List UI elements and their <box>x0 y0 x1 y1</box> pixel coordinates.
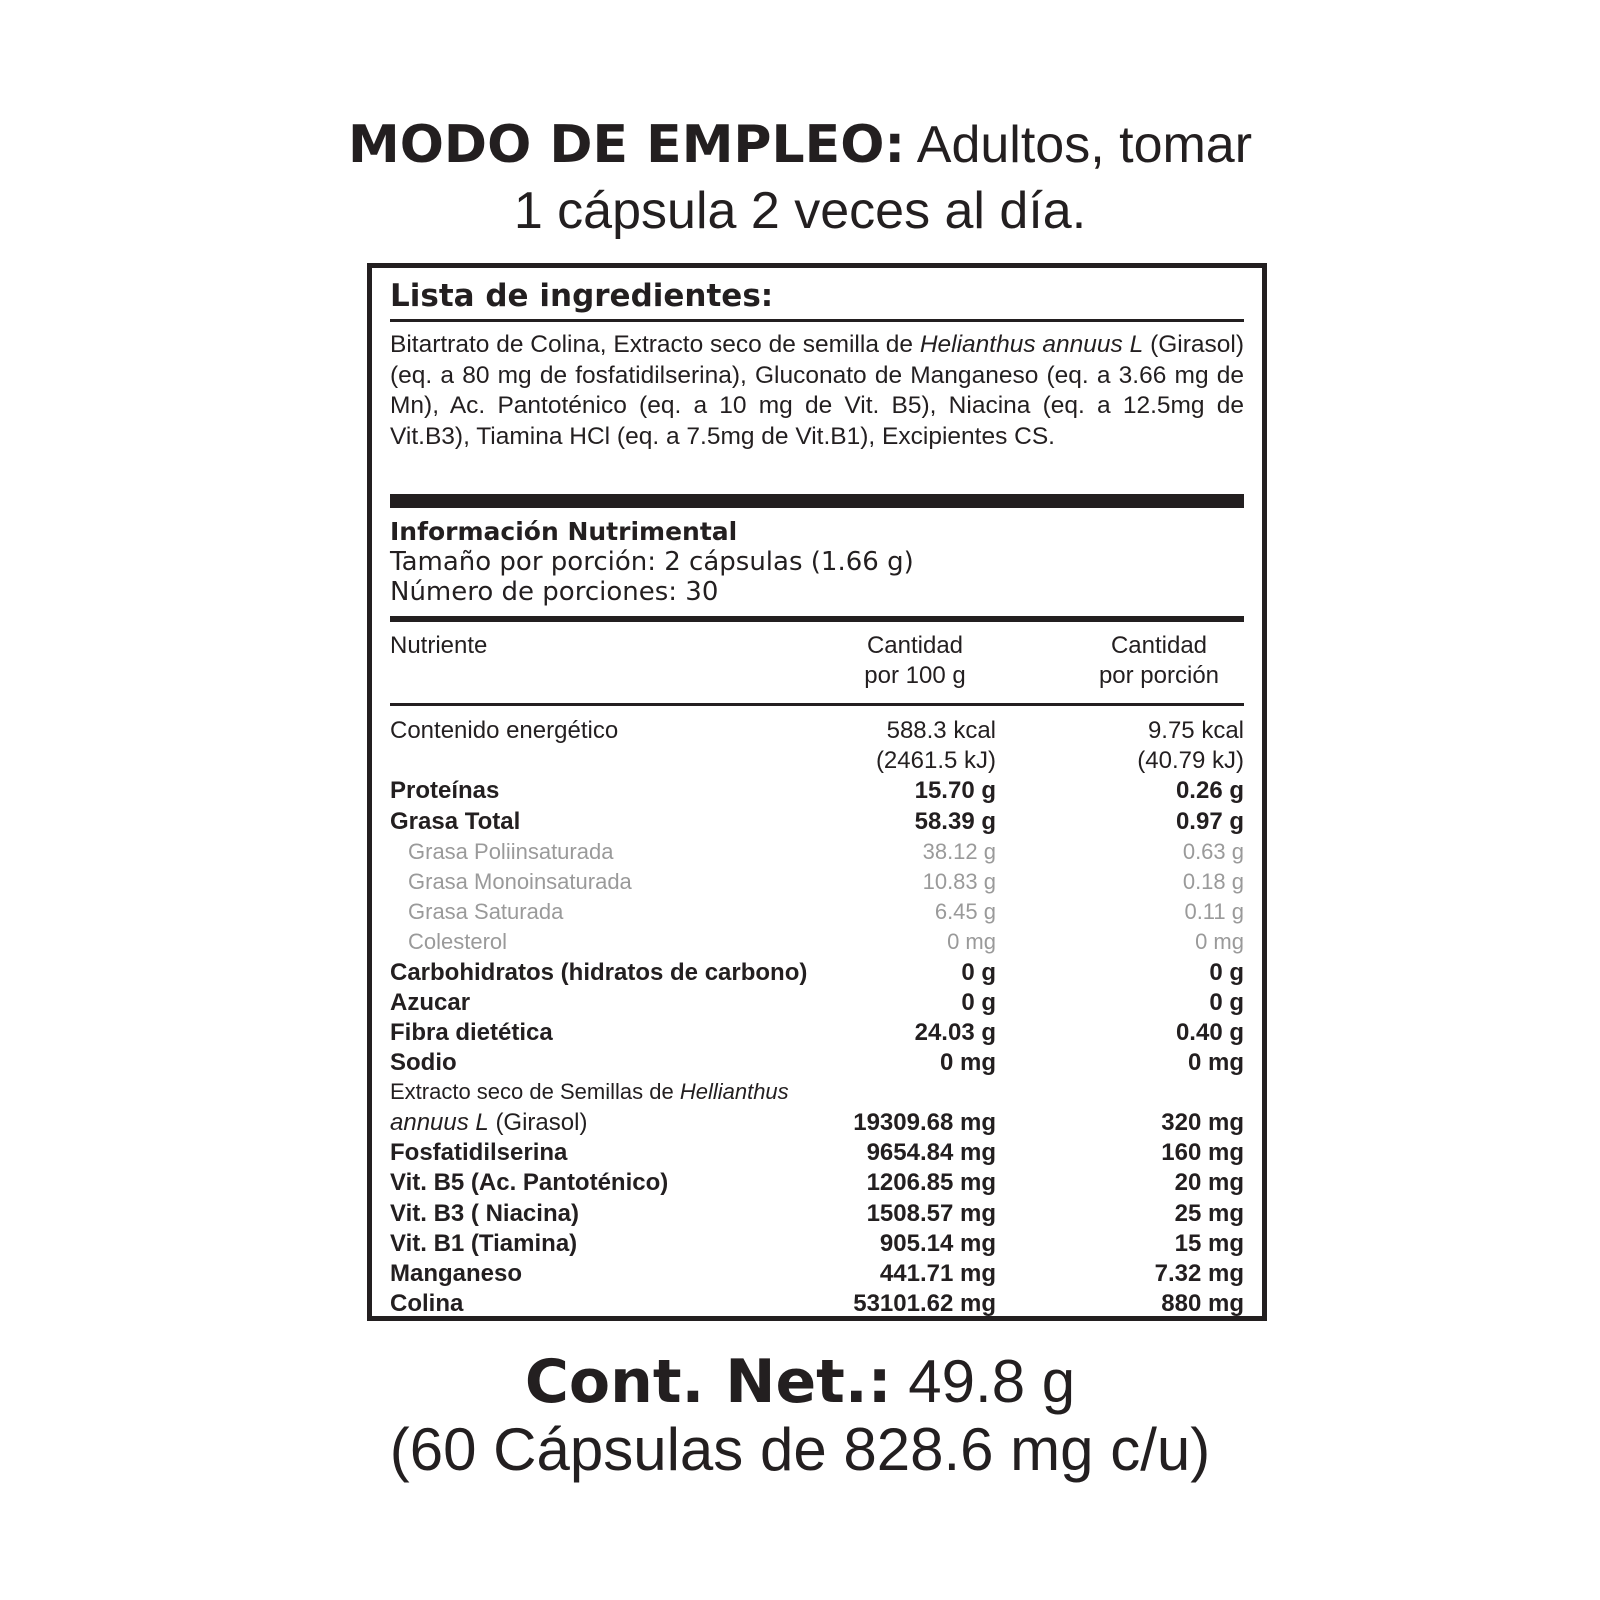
table-row <box>390 837 1244 867</box>
nutrient-perserving: 0.97 g <box>1175 807 1244 835</box>
table-row <box>390 927 1244 957</box>
ingredients-part-2: (Girasol) (eq. a 80 mg de fosfatidilserina), Gluconato de Manganeso (eq. a 3.66 mg de Mn), Ac. Pantoténico (eq. a 10 mg de Vit. B5), Niacina (eq. a 12.5mg de Vit.B3), Tiamina HCl (eq. a 7.5mg de Vit.B1), Excipientes CS. <box>390 331 1245 450</box>
nutrient-name: Vit. B5 (Ac. Pantoténico) <box>390 1169 669 1197</box>
nutrient-perserving: 7.32 mg <box>1154 1260 1244 1287</box>
table-row <box>390 776 1244 806</box>
serving-size: Tamaño por porción: 2 cápsulas (1.66 g) <box>390 547 914 577</box>
nutrient-per100: 905.14 mg <box>879 1229 996 1257</box>
nutrient-per100: 9654.84 mg <box>866 1139 996 1167</box>
net-content-value: 49.8 g <box>908 1348 1076 1415</box>
nutrient-perserving: 0 g <box>1209 958 1244 986</box>
nutrient-name: Grasa Total <box>390 807 521 835</box>
nutrient-perserving: (40.79 kJ) <box>1137 747 1244 775</box>
nutrient-per100: 58.39 g <box>914 807 996 835</box>
table-row <box>390 1048 1244 1078</box>
usage-instructions <box>0 112 1600 244</box>
nutrient-per100: 38.12 g <box>922 838 996 864</box>
header-perserving <box>1074 631 1244 691</box>
table-row <box>390 867 1244 897</box>
nutrient-per100: 0 mg <box>947 929 996 955</box>
nutrient-perserving: 0 mg <box>1195 929 1244 955</box>
table-row <box>390 1108 1244 1138</box>
table-row <box>390 1199 1244 1229</box>
nutrient-per100: 1508.57 mg <box>866 1199 996 1227</box>
nutrient-perserving: 15 mg <box>1174 1229 1244 1257</box>
nutrient-name: Colina <box>390 1290 464 1318</box>
table-row <box>390 958 1244 988</box>
nutrient-per100: (2461.5 kJ) <box>875 747 996 775</box>
nutrient-name-italic: Hellianthus <box>679 1079 789 1105</box>
nutrient-perserving: 0 g <box>1209 988 1244 1016</box>
nutrient-perserving: 320 mg <box>1161 1109 1244 1137</box>
nutrient-per100: 53101.62 mg <box>853 1290 996 1318</box>
ingredients-title: Lista de ingredientes: <box>390 278 774 314</box>
header-divider <box>390 703 1244 706</box>
label-panel <box>367 263 1267 1321</box>
nutrient-name: Vit. B3 ( Niacina) <box>390 1199 579 1227</box>
header-perserving-line1: Cantidad <box>1110 632 1208 659</box>
nutrient-per100: 19309.68 mg <box>853 1109 996 1137</box>
header-perserving-line2: por porción <box>1098 662 1220 689</box>
table-row <box>390 716 1244 746</box>
nutrient-perserving: 880 mg <box>1161 1290 1244 1318</box>
nutrient-perserving: 0 mg <box>1187 1049 1244 1077</box>
nutrient-name: Fosfatidilserina <box>390 1139 568 1167</box>
header-per100 <box>840 631 990 691</box>
nutrition-info-header <box>390 517 1244 607</box>
nutrient-per100: 10.83 g <box>922 868 996 894</box>
nutrient-name: Carbohidratos (hidratos de carbono) <box>390 958 808 986</box>
nutrient-name <box>390 1108 587 1138</box>
nutrient-perserving: 0.26 g <box>1175 777 1244 805</box>
net-content <box>0 1348 1600 1484</box>
nutrient-per100: 24.03 g <box>914 1018 996 1046</box>
nutrient-name: Fibra dietética <box>390 1018 553 1046</box>
net-content-line-1 <box>0 1348 1600 1416</box>
table-row <box>390 1259 1244 1289</box>
header-nutrient: Nutriente <box>390 632 488 659</box>
table-row <box>390 1229 1244 1259</box>
table-row <box>390 1018 1244 1048</box>
table-header <box>390 631 1244 701</box>
nutrient-name: Colesterol <box>408 929 508 955</box>
nutrient-name: Vit. B1 (Tiamina) <box>390 1229 578 1257</box>
ingredients-title-rule <box>390 319 1244 322</box>
usage-text-1: Adultos, tomar <box>916 116 1253 174</box>
nutrient-name-text: (Girasol) <box>495 1109 588 1137</box>
ingredients-list <box>390 330 1244 452</box>
nutrient-perserving: 160 mg <box>1161 1139 1244 1167</box>
nutrition-table <box>390 716 1244 1319</box>
nutrient-name-text: Extracto seco de Semillas de <box>390 1079 674 1105</box>
usage-text-2: 1 cápsula 2 veces al día. <box>513 182 1087 240</box>
nutrient-name <box>390 1078 789 1106</box>
table-row <box>390 1078 1244 1106</box>
nutrient-per100: 6.45 g <box>934 899 996 925</box>
nutrient-name: Grasa Monoinsaturada <box>408 868 632 894</box>
table-row <box>390 746 1244 776</box>
header-per100-line2: por 100 g <box>864 662 966 689</box>
nutrient-name: Proteínas <box>390 777 500 805</box>
net-content-label: Cont. Net.: <box>524 1347 892 1417</box>
medium-divider <box>390 616 1244 622</box>
nutrient-perserving: 9.75 kcal <box>1147 717 1244 744</box>
nutrient-per100: 1206.85 mg <box>866 1169 996 1197</box>
ingredients-italic-1: Helianthus annuus L <box>919 331 1144 358</box>
nutrient-per100: 0 mg <box>939 1049 996 1077</box>
nutrition-title: Información Nutrimental <box>390 517 738 546</box>
nutrient-name: Azucar <box>390 988 471 1016</box>
ingredients-part-1: Bitartrato de Colina, Extracto seco de semilla de <box>390 331 914 358</box>
nutrient-name: Manganeso <box>390 1260 523 1287</box>
header-per100-line1: Cantidad <box>866 632 964 659</box>
nutrient-name-italic: annuus L <box>390 1109 489 1137</box>
nutrient-perserving: 0.63 g <box>1182 838 1244 864</box>
nutrient-per100: 441.71 mg <box>879 1260 996 1287</box>
nutrient-name: Grasa Poliinsaturada <box>408 838 614 864</box>
thick-divider <box>390 494 1244 508</box>
nutrient-name: Contenido energético <box>390 717 619 744</box>
nutrient-per100: 0 g <box>961 988 996 1016</box>
nutrient-name: Sodio <box>390 1049 457 1077</box>
nutrient-per100: 588.3 kcal <box>886 717 996 744</box>
nutrient-perserving: 20 mg <box>1174 1169 1244 1197</box>
table-row <box>390 988 1244 1018</box>
table-row <box>390 1138 1244 1168</box>
table-row <box>390 807 1244 837</box>
usage-label: MODO DE EMPLEO: <box>347 115 906 175</box>
table-row <box>390 1168 1244 1198</box>
nutrient-perserving: 0.11 g <box>1184 899 1244 925</box>
table-row <box>390 897 1244 927</box>
nutrient-perserving: 25 mg <box>1174 1199 1244 1227</box>
nutrient-perserving: 0.40 g <box>1175 1018 1244 1046</box>
nutrient-per100: 15.70 g <box>914 777 996 805</box>
net-content-capsules: (60 Cápsulas de 828.6 mg c/u) <box>389 1416 1211 1483</box>
nutrient-per100: 0 g <box>961 958 996 986</box>
nutrient-perserving: 0.18 g <box>1182 868 1244 894</box>
usage-line-1 <box>0 112 1600 178</box>
servings-count: Número de porciones: 30 <box>390 577 719 607</box>
table-row <box>390 1289 1244 1319</box>
nutrient-name: Grasa Saturada <box>408 899 564 925</box>
